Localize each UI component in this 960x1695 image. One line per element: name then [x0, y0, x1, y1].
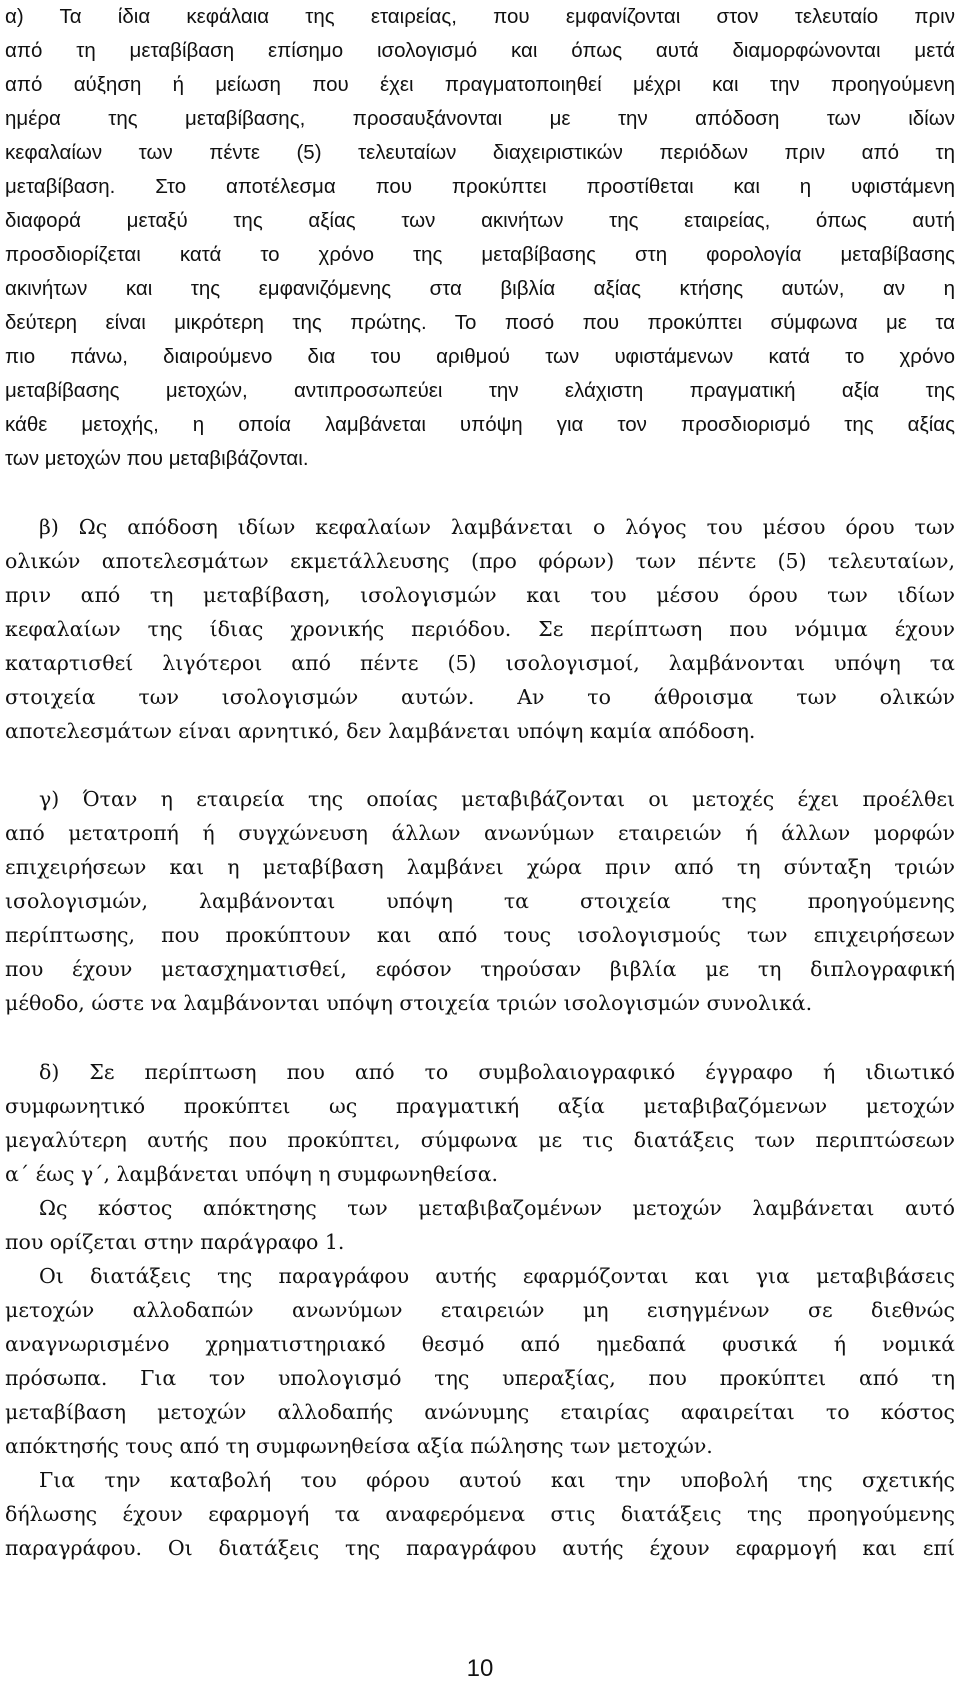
text-line: α) Τα ίδια κεφάλαια της εταιρείας, που εμφανίζονται στον τελευταίο πριν — [5, 5, 955, 28]
text-line: κάθε μετοχής, η οποία λαμβάνεται υπόψη για τον προσδιορισμό της αξίας — [5, 413, 955, 436]
text-line: δήλωσης έχουν εφαρμογή τα αναφερόμενα στις διατάξεις της προηγούμενης — [5, 1502, 955, 1526]
text-line: πρόσωπα. Για τον υπολογισμό της υπεραξίας, που προκύπτει από τη — [5, 1366, 955, 1390]
text-line: πριν από τη μεταβίβαση, ισολογισμών και του μέσου όρου των ιδίων — [5, 583, 955, 607]
paragraph-c — [5, 782, 955, 1020]
text-line: πιο πάνω, διαιρούμενο δια του αριθμού των υφιστάμενων κατά το χρόνο — [5, 345, 955, 368]
text-line: μεταβίβασης μετοχών, αντιπροσωπεύει την ελάχιστη πραγματική αξία της — [5, 379, 955, 402]
text-line: μεταβίβαση μετοχών αλλοδαπής ανώνυμης εταιρίας αφαιρείται το κόστος — [5, 1400, 955, 1424]
text-line: κεφαλαίων των πέντε (5) τελευταίων διαχειριστικών περιόδων πριν από τη — [5, 141, 955, 164]
text-line: β) Ως απόδοση ιδίων κεφαλαίων λαμβάνεται ο λόγος του μέσου όρου των — [39, 515, 955, 539]
paragraph-cost — [5, 1191, 955, 1259]
text-line: μέθοδο, ώστε να λαμβάνονται υπόψη στοιχεία τριών ισολογισμών συνολικά. — [5, 991, 813, 1015]
text-line: κεφαλαίων της ίδιας χρονικής περιόδου. Σε περίπτωση που νόμιμα έχουν — [5, 617, 955, 641]
text-line: Ως κόστος απόκτησης των μεταβιβαζομένων μετοχών λαμβάνεται αυτό — [39, 1196, 955, 1220]
text-line: αποτελεσμάτων είναι αρνητικό, δεν λαμβάνεται υπόψη καμία απόδοση. — [5, 719, 756, 743]
text-line: ημέρα της μεταβίβασης, προσαυξάνονται με την απόδοση των ιδίων — [5, 107, 955, 130]
paragraph-foreign-shares — [5, 1259, 955, 1463]
text-line: καταρτισθεί λιγότεροι από πέντε (5) ισολογισμοί, λαμβάνονται υπόψη τα — [5, 651, 955, 675]
text-line: που έχουν μετασχηματισθεί, εφόσον τηρούσαν βιβλία με τη διπλογραφική — [5, 957, 955, 981]
text-line: διαφορά μεταξύ της αξίας των ακινήτων της εταιρείας, όπως αυτή — [5, 209, 955, 232]
text-line: από τη μεταβίβαση επίσημο ισολογισμό και όπως αυτά διαμορφώνονται μετά — [5, 39, 955, 62]
text-line: δ) Σε περίπτωση που από το συμβολαιογραφικό έγγραφο ή ιδιωτικό — [39, 1060, 955, 1084]
text-line: περίπτωσης, που προκύπτουν και από τους ισολογισμούς των επιχειρήσεων — [5, 923, 955, 947]
text-line: προσδιορίζεται κατά το χρόνο της μεταβίβασης στη φορολογία μεταβίβασης — [5, 243, 955, 266]
paragraph-a — [5, 0, 955, 476]
text-line: ακινήτων και της εμφανιζόμενης στα βιβλία αξίας κτήσης αυτών, αν η — [5, 277, 955, 300]
text-line: αναγνωρισμένο χρηματιστηριακό θεσμό από ημεδαπά φυσικά ή νομικά — [5, 1332, 955, 1356]
text-line: μεταβίβαση. Στο αποτέλεσμα που προκύπτει προστίθεται και η υφιστάμενη — [5, 175, 955, 198]
text-line: παραγράφου. Οι διατάξεις της παραγράφου αυτής έχουν εφαρμογή και επί — [5, 1536, 955, 1560]
text-line: απόκτησής τους από τη συμφωνηθείσα αξία πώλησης των μετοχών. — [5, 1434, 713, 1458]
text-line: δεύτερη είναι μικρότερη της πρώτης. Το ποσό που προκύπτει σύμφωνα με τα — [5, 311, 955, 334]
text-line: α΄ έως γ΄, λαμβάνεται υπόψη η συμφωνηθείσα. — [5, 1162, 499, 1186]
text-line: Για την καταβολή του φόρου αυτού και την υποβολή της σχετικής — [39, 1468, 955, 1492]
text-line: συμφωνητικό προκύπτει ως πραγματική αξία μεταβιβαζόμενων μετοχών — [5, 1094, 955, 1118]
page-number: 10 — [466, 1655, 494, 1682]
text-line: των μετοχών που μεταβιβάζονται. — [5, 447, 309, 470]
paragraph-tax-payment — [5, 1463, 955, 1565]
text-line: μετοχών αλλοδαπών ανωνύμων εταιρειών μη εισηγμένων σε διεθνώς — [5, 1298, 955, 1322]
text-line: στοιχεία των ισολογισμών αυτών. Αν το άθροισμα των ολικών — [5, 685, 955, 709]
paragraph-b — [5, 510, 955, 748]
text-line: μεγαλύτερη αυτής που προκύπτει, σύμφωνα με τις διατάξεις των περιπτώσεων — [5, 1128, 955, 1152]
text-line: από αύξηση ή μείωση που έχει πραγματοποιηθεί μέχρι και την προηγούμενη — [5, 73, 955, 96]
text-line: από μετατροπή ή συγχώνευση άλλων ανωνύμων εταιρειών ή άλλων μορφών — [5, 821, 955, 845]
text-line: επιχειρήσεων και η μεταβίβαση λαμβάνει χώρα πριν από τη σύνταξη τριών — [5, 855, 955, 879]
text-line: ολικών αποτελεσμάτων εκμετάλλευσης (προ φόρων) των πέντε (5) τελευταίων, — [5, 549, 955, 573]
paragraph-d — [5, 1055, 955, 1191]
text-line: ισολογισμών, λαμβάνονται υπόψη τα στοιχεία της προηγούμενης — [5, 889, 955, 913]
text-line: Οι διατάξεις της παραγράφου αυτής εφαρμόζονται και για μεταβιβάσεις — [39, 1264, 955, 1288]
text-line: που ορίζεται στην παράγραφο 1. — [5, 1230, 345, 1254]
text-line: γ) Όταν η εταιρεία της οποίας μεταβιβάζονται οι μετοχές έχει προέλθει — [39, 787, 955, 811]
